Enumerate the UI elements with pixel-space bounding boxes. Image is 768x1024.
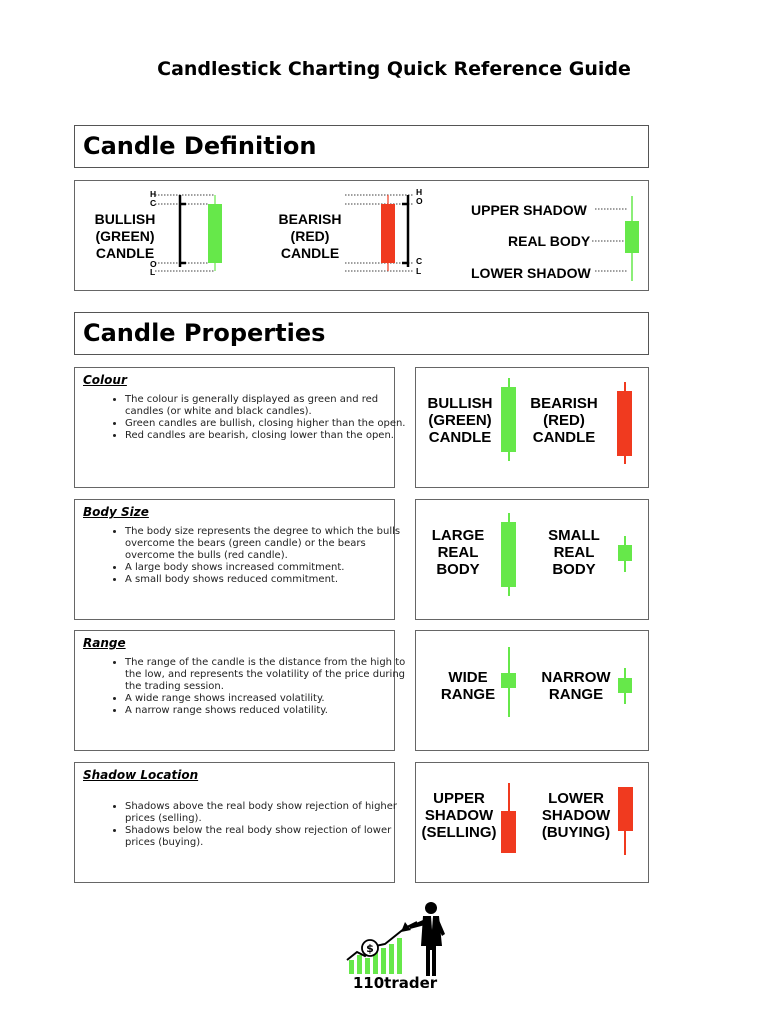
bearish-body xyxy=(381,204,395,263)
label-o: O xyxy=(150,259,157,269)
narrow-range-body xyxy=(618,678,632,693)
bearish-diagram xyxy=(345,181,425,291)
label-c-bear: C xyxy=(416,256,423,266)
lower-shadow-body xyxy=(618,787,633,831)
shadow-bullets xyxy=(103,801,410,849)
list-item: • Shadows below the real body show rejection of lower prices (buying). xyxy=(125,825,410,849)
label-l: L xyxy=(150,267,156,277)
range-right-label: NARROW RANGE xyxy=(541,669,611,703)
bullish-label: BULLISH (GREEN) CANDLE xyxy=(94,211,156,261)
body-size-text-box xyxy=(74,499,401,620)
shadow-left-label: UPPER SHADOW (SELLING) xyxy=(421,790,497,841)
range-text-box xyxy=(74,630,406,751)
bearish-label: BEARISH (RED) CANDLE xyxy=(278,211,342,261)
page-title: Candlestick Charting Quick Reference Guide xyxy=(157,58,631,80)
svg-text:$: $ xyxy=(366,942,374,955)
label-o-bear: O xyxy=(416,196,423,206)
list-item: • The body size represents the degree to which the bulls overcome the bears (green candle) or the bears overcome the bulls (red candle). xyxy=(125,526,410,562)
upper-shadow-label: UPPER SHADOW xyxy=(471,202,587,218)
businessman-icon xyxy=(409,902,445,976)
shadow-title: Shadow Location xyxy=(83,768,199,782)
range-title: Range xyxy=(83,636,126,650)
real-body-label: REAL BODY xyxy=(508,233,591,249)
dollar-coin-icon xyxy=(362,940,378,956)
colour-title: Colour xyxy=(83,373,127,387)
parts-body xyxy=(625,221,639,253)
list-item: • Green candles are bullish, closing higher than the open. xyxy=(125,418,410,430)
list-item: • A wide range shows increased volatility. xyxy=(125,693,410,705)
list-item: • The colour is generally displayed as green and red candles (or white and black candles). xyxy=(125,394,410,418)
body-size-title: Body Size xyxy=(83,505,149,519)
body-size-bullets xyxy=(103,526,410,586)
wide-range-body xyxy=(501,673,516,688)
body-size-right-label: SMALL REAL BODY xyxy=(548,527,600,578)
list-item: • A large body shows increased commitment. xyxy=(125,562,410,574)
colour-diagram-box xyxy=(415,367,649,488)
body-size-diagram-box xyxy=(415,499,649,620)
definition-header: Candle Definition xyxy=(74,125,649,168)
list-item: • The range of the candle is the distance from the high to the low, and represents the volatility of the price during the trading session. xyxy=(125,657,410,693)
colour-green-body xyxy=(501,387,516,452)
colour-left-label: BULLISH (GREEN) CANDLE xyxy=(427,395,493,446)
colour-text-box xyxy=(74,367,406,488)
list-item: • Red candles are bearish, closing lower than the open. xyxy=(125,430,410,442)
small-body xyxy=(618,545,632,561)
colour-red-body xyxy=(617,391,632,456)
range-diagram-box xyxy=(415,630,649,751)
range-left-label: WIDE RANGE xyxy=(440,669,496,703)
parts-diagram xyxy=(590,191,650,286)
logo-graphic xyxy=(343,900,453,978)
lower-shadow-label: LOWER SHADOW xyxy=(471,265,591,281)
list-item: • A narrow range shows reduced volatility. xyxy=(125,705,410,717)
label-l-bear: L xyxy=(416,266,422,276)
colour-bullets xyxy=(103,394,410,442)
shadow-text-box xyxy=(74,762,398,883)
body-size-left-label: LARGE REAL BODY xyxy=(431,527,485,578)
label-c: C xyxy=(150,198,157,208)
shadow-diagram-box xyxy=(415,762,649,883)
range-bullets xyxy=(103,657,410,717)
label-h-bear: H xyxy=(416,187,423,197)
label-h: H xyxy=(150,189,157,199)
logo-text: 110trader xyxy=(352,974,438,992)
definition-box xyxy=(74,180,649,291)
upper-shadow-body xyxy=(501,811,516,853)
shadow-right-label: LOWER SHADOW (BUYING) xyxy=(541,790,611,841)
list-item: • A small body shows reduced commitment. xyxy=(125,574,410,586)
list-item: • Shadows above the real body show rejection of higher prices (selling). xyxy=(125,801,410,825)
properties-header: Candle Properties xyxy=(74,312,649,355)
colour-right-label: BEARISH (RED) CANDLE xyxy=(530,395,598,446)
bullish-body xyxy=(208,204,222,263)
large-body xyxy=(501,522,516,587)
bullish-diagram xyxy=(145,181,235,291)
